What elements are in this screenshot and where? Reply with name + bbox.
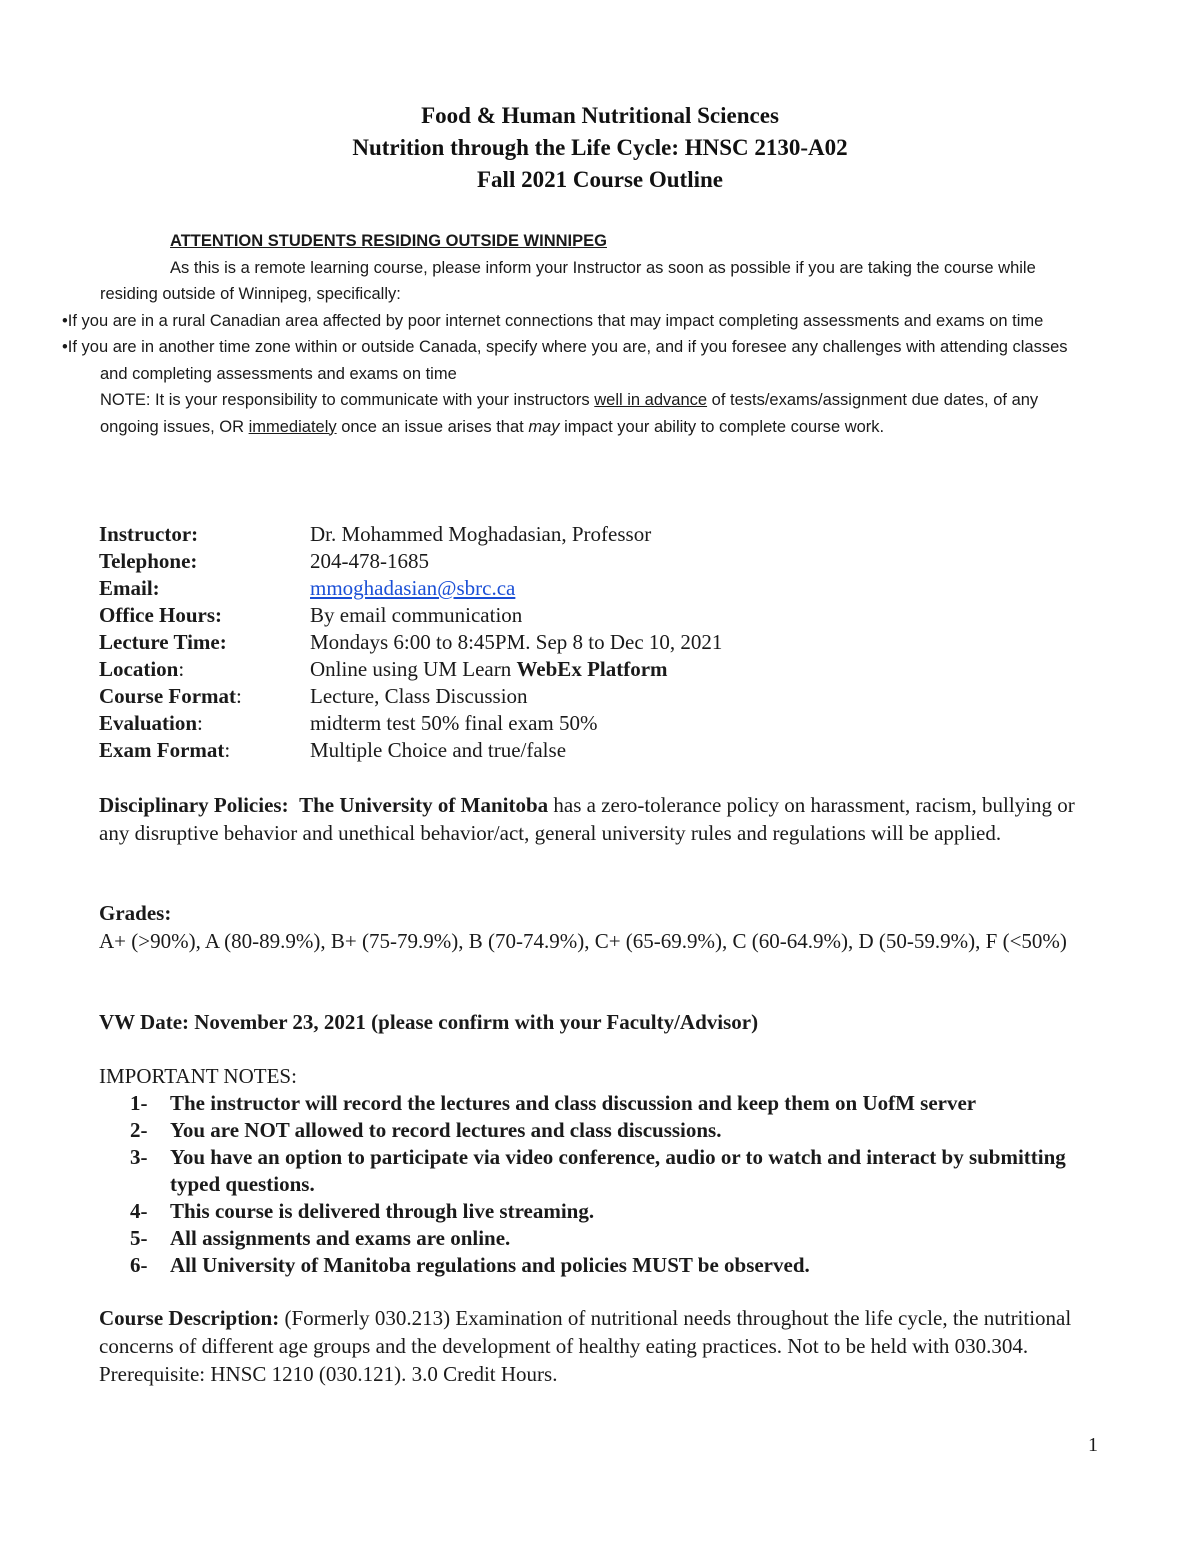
course-title: Nutrition through the Life Cycle: HNSC 2130-A02 bbox=[352, 135, 848, 160]
info-row-telephone bbox=[99, 548, 722, 575]
lecture-time-label: Lecture Time: bbox=[99, 630, 227, 654]
note-number: 4- bbox=[130, 1199, 148, 1223]
note-text: You are NOT allowed to record lectures and class discussions. bbox=[170, 1118, 722, 1142]
attention-bullet-internet: •If you are in a rural Canadian area affected by poor internet connections that may impact completing assessments and exams on time bbox=[62, 311, 1044, 330]
grades-scale: A+ (>90%), A (80-89.9%), B+ (75-79.9%), B (70-74.9%), C+ (65-69.9%), C (60-64.9%), D (50-59.9%), F (<50%) bbox=[99, 929, 1067, 953]
evaluation-label: Evaluation: bbox=[99, 711, 203, 735]
attention-bullet-timezone: •If you are in another time zone within or outside Canada, specify where you are, and if you foresee any challenges with attending classes and completing assessments and exams on time bbox=[62, 338, 1068, 383]
note-number: 6- bbox=[130, 1253, 148, 1277]
disciplinary-label: Disciplinary Policies: bbox=[99, 793, 289, 817]
attention-paragraph: As this is a remote learning course, please inform your Instructor as soon as possible if you are taking the course while residing outside of Winnipeg, specifically: bbox=[100, 258, 1036, 303]
note-number: 5- bbox=[130, 1226, 148, 1250]
grades-section bbox=[99, 899, 1099, 955]
important-notes-heading: IMPORTANT NOTES: bbox=[99, 1064, 297, 1088]
exam-format-value: Multiple Choice and true/false bbox=[310, 738, 567, 762]
location-value: Online using UM Learn WebEx Platform bbox=[310, 657, 668, 681]
info-row-course-format bbox=[99, 683, 722, 710]
telephone-label: Telephone: bbox=[99, 549, 198, 573]
note-underline-immediately: immediately bbox=[248, 417, 337, 436]
note-text: All University of Manitoba regulations and policies MUST be observed. bbox=[170, 1253, 810, 1277]
page-number: 1 bbox=[1088, 1434, 1098, 1456]
note-number: 2- bbox=[130, 1118, 148, 1142]
note-text-3: once an issue arises that bbox=[336, 417, 529, 436]
note-text: You have an option to participate via video conference, audio or to watch and interact by submitting typed questions. bbox=[170, 1145, 1066, 1196]
attention-note bbox=[100, 387, 1090, 440]
office-hours-value: By email communication bbox=[310, 603, 523, 627]
important-notes bbox=[99, 1063, 1099, 1279]
info-row-location bbox=[99, 656, 722, 683]
email-link[interactable]: mmoghadasian@sbrc.ca bbox=[310, 576, 516, 600]
note-emphasis-may: may bbox=[528, 417, 560, 436]
info-row-exam-format bbox=[99, 737, 722, 764]
info-row-lecture-time bbox=[99, 629, 722, 656]
note-text-4: impact your ability to complete course work. bbox=[559, 417, 885, 436]
document-header bbox=[0, 100, 1200, 196]
instructor-label: Instructor: bbox=[99, 522, 199, 546]
important-note-item bbox=[99, 1252, 1099, 1279]
course-info-table bbox=[99, 521, 722, 764]
lecture-time-value: Mondays 6:00 to 8:45PM. Sep 8 to Dec 10, 2021 bbox=[310, 630, 723, 654]
note-number: 1- bbox=[130, 1091, 148, 1115]
note-text: The instructor will record the lectures and class discussion and keep them on UofM server bbox=[170, 1091, 977, 1115]
disciplinary-org: The University of Manitoba bbox=[299, 793, 549, 817]
department-title: Food & Human Nutritional Sciences bbox=[421, 103, 779, 128]
important-note-item bbox=[99, 1117, 1099, 1144]
note-underline-advance: well in advance bbox=[594, 391, 708, 409]
disciplinary-policies bbox=[99, 791, 1099, 847]
info-row-evaluation bbox=[99, 710, 722, 737]
important-note-item bbox=[99, 1090, 1099, 1117]
telephone-value: 204-478-1685 bbox=[310, 549, 429, 573]
course-description-label: Course Description: bbox=[99, 1306, 280, 1330]
email-label: Email: bbox=[99, 576, 160, 600]
instructor-value: Dr. Mohammed Moghadasian, Professor bbox=[310, 522, 652, 546]
info-row-instructor bbox=[99, 521, 722, 548]
location-label: Location: bbox=[99, 657, 185, 681]
important-note-item bbox=[99, 1198, 1099, 1225]
exam-format-label: Exam Format: bbox=[99, 738, 231, 762]
note-number: 3- bbox=[130, 1145, 148, 1169]
course-format-value: Lecture, Class Discussion bbox=[310, 684, 528, 708]
attention-section bbox=[0, 228, 1200, 440]
evaluation-value: midterm test 50% final exam 50% bbox=[310, 711, 598, 735]
note-text: This course is delivered through live streaming. bbox=[170, 1199, 595, 1223]
grades-label: Grades: bbox=[99, 901, 172, 925]
vw-date: VW Date: November 23, 2021 (please confirm with your Faculty/Advisor) bbox=[99, 1010, 759, 1034]
info-row-email bbox=[99, 575, 722, 602]
course-description bbox=[99, 1304, 1099, 1388]
important-note-item bbox=[99, 1144, 1099, 1198]
attention-heading: ATTENTION STUDENTS RESIDING OUTSIDE WINNIPEG bbox=[170, 232, 607, 250]
office-hours-label: Office Hours: bbox=[99, 603, 223, 627]
outline-title: Fall 2021 Course Outline bbox=[477, 167, 723, 192]
note-text-1: NOTE: It is your responsibility to communicate with your instructors bbox=[100, 391, 595, 409]
note-text: All assignments and exams are online. bbox=[170, 1226, 511, 1250]
disciplinary-text: has a zero-tolerance policy on harassment, racism, bullying or any disruptive behavior and unethical behavior/act, general university rules and regulations will be applied. bbox=[99, 793, 1075, 845]
webex-platform-text: WebEx Platform bbox=[516, 657, 668, 681]
important-note-item bbox=[99, 1225, 1099, 1252]
important-notes-list bbox=[99, 1090, 1099, 1279]
info-row-office-hours bbox=[99, 602, 722, 629]
course-description-text: (Formerly 030.213) Examination of nutritional needs throughout the life cycle, the nutritional concerns of different age groups and the development of healthy eating practices. Not to be held with 030.304. Prerequisite: HNSC 1210 (030.121). 3.0 Credit Hours. bbox=[99, 1306, 1072, 1386]
note-text-2: of tests/exams/assignment due dates, of any ongoing issues, OR bbox=[100, 391, 1039, 436]
course-format-label: Course Format: bbox=[99, 684, 242, 708]
